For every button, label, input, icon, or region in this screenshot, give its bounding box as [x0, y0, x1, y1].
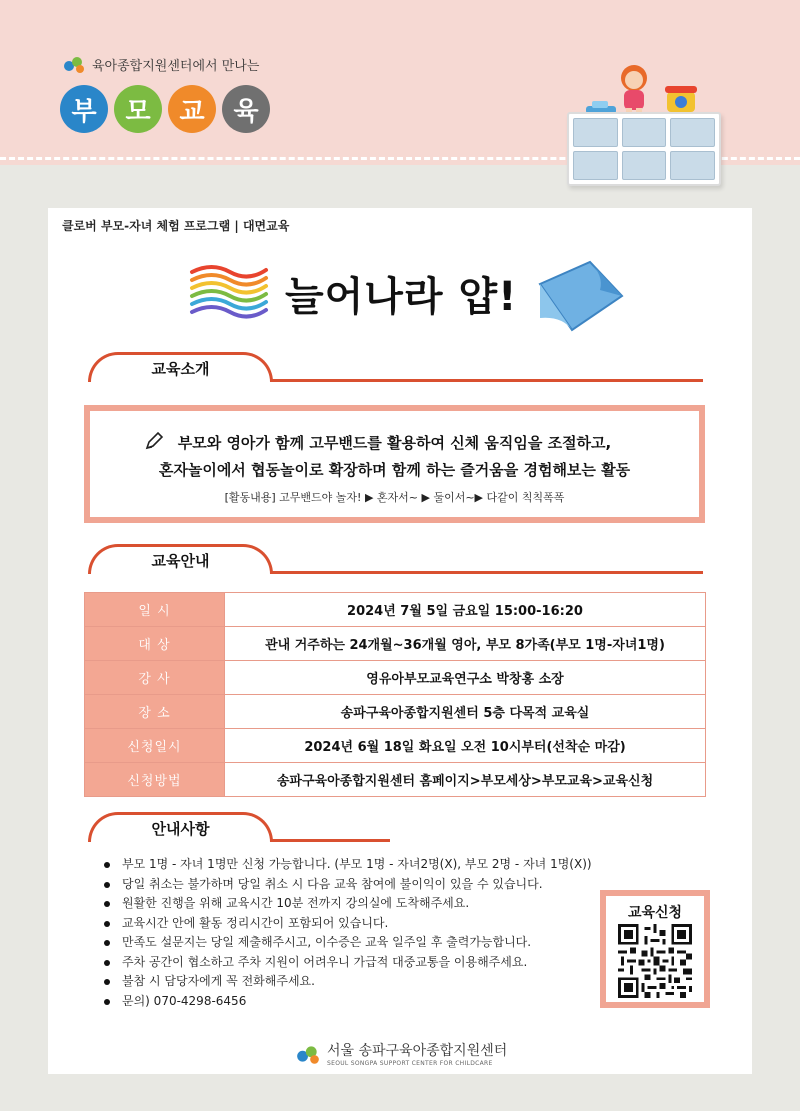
header-tagline: 육아종합지원센터에서 만나는 [92, 58, 260, 74]
table-row [85, 763, 706, 797]
rubber-band-icon [532, 256, 628, 338]
intro-box [84, 405, 705, 523]
row-value-target: 관내 거주하는 24개월~36개월 영아, 부모 8가족(부모 1명-자녀1명) [225, 627, 706, 661]
footer-center-name-en: SEOUL SONGPA SUPPORT CENTER FOR CHILDCARE [327, 1060, 493, 1067]
intro-line-2: 혼자놀이에서 협동놀이로 확장하며 함께 하는 즐거움을 경험해보는 활동 [158, 461, 631, 479]
row-key-place: 장 소 [85, 695, 225, 729]
program-category: 클로버 부모-자녀 체험 프로그램 | 대면교육 [62, 219, 290, 233]
list-item: 교육시간 안에 활동 정리시간이 포함되어 있습니다. [104, 914, 592, 934]
doll-icon [612, 62, 656, 118]
row-key-apply-date: 신청일시 [85, 729, 225, 763]
toy-shelf [567, 112, 721, 186]
qr-label: 교육신청 [627, 905, 683, 921]
list-item: 당일 취소는 불가하며 당일 취소 시 다음 교육 참여에 불이익이 있을 수 있습니다. [104, 875, 592, 895]
footer-center-name: 서울 송파구육아종합지원센터 [327, 1043, 508, 1059]
center-logo [62, 52, 259, 76]
qr-apply-box[interactable] [600, 890, 710, 1008]
list-item: 부모 1명 - 자녀 1명만 신청 가능합니다. (부모 1명 - 자녀2명(X), 부모 2명 - 자녀 1명(X)) [104, 855, 592, 875]
intro-heading: 교육소개 [88, 352, 703, 382]
list-item: 만족도 설문지는 당일 제출해주시고, 이수증은 교육 일주일 후 출력가능합니다. [104, 933, 592, 953]
notices-heading: 안내사항 [88, 812, 388, 842]
row-key-date: 일 시 [85, 593, 225, 627]
rainbow-wave-icon [188, 262, 270, 324]
row-value-place: 송파구육아종합지원센터 5층 다목적 교육실 [225, 695, 706, 729]
center-logo-icon [62, 52, 86, 76]
notices-list [104, 855, 592, 1011]
qr-code-icon[interactable] [618, 924, 692, 998]
row-value-instructor: 영유아부모교육연구소 박창홍 소장 [225, 661, 706, 695]
guide-table [84, 592, 706, 797]
table-row [85, 661, 706, 695]
row-value-date: 2024년 7월 5일 금요일 15:00-16:20 [225, 593, 706, 627]
list-item: 원활한 진행을 위해 교육시간 10분 전까지 강의실에 도착해주세요. [104, 894, 592, 914]
title-char-1: 부 [60, 85, 108, 133]
list-item: 문의) 070-4298-6456 [104, 992, 592, 1012]
program-title: 늘어나라 얍! [285, 274, 518, 320]
intro-line-1: 부모와 영아가 함께 고무밴드를 활용하여 신체 움직임을 조절하고, [177, 434, 612, 452]
activity-content: [활동내용] 고무밴드야 놀자! ▶ 혼자서~ ▶ 둘이서~▶ 다같이 칙칙폭폭 [224, 491, 565, 504]
guide-heading: 교육안내 [88, 544, 703, 574]
row-value-apply-date: 2024년 6월 18일 화요일 오전 10시부터(선착순 마감) [225, 729, 706, 763]
list-item: 주차 공간이 협소하고 주차 지원이 어려우니 가급적 대중교통을 이용해주세요. [104, 953, 592, 973]
toy-phone-icon [664, 84, 700, 114]
title-char-3: 교 [168, 85, 216, 133]
table-row [85, 729, 706, 763]
table-row [85, 593, 706, 627]
footer-logo [295, 1040, 507, 1067]
table-row [85, 627, 706, 661]
row-key-apply-method: 신청방법 [85, 763, 225, 797]
table-row [85, 695, 706, 729]
center-logo-icon [295, 1041, 321, 1067]
list-item: 불참 시 담당자에게 꼭 전화해주세요. [104, 972, 592, 992]
title-char-2: 모 [114, 85, 162, 133]
row-key-target: 대 상 [85, 627, 225, 661]
title-circles [60, 85, 270, 133]
row-value-apply-method: 송파구육아종합지원센터 홈페이지>부모세상>부모교육>교육신청 [225, 763, 706, 797]
row-key-instructor: 강 사 [85, 661, 225, 695]
title-char-4: 육 [222, 85, 270, 133]
